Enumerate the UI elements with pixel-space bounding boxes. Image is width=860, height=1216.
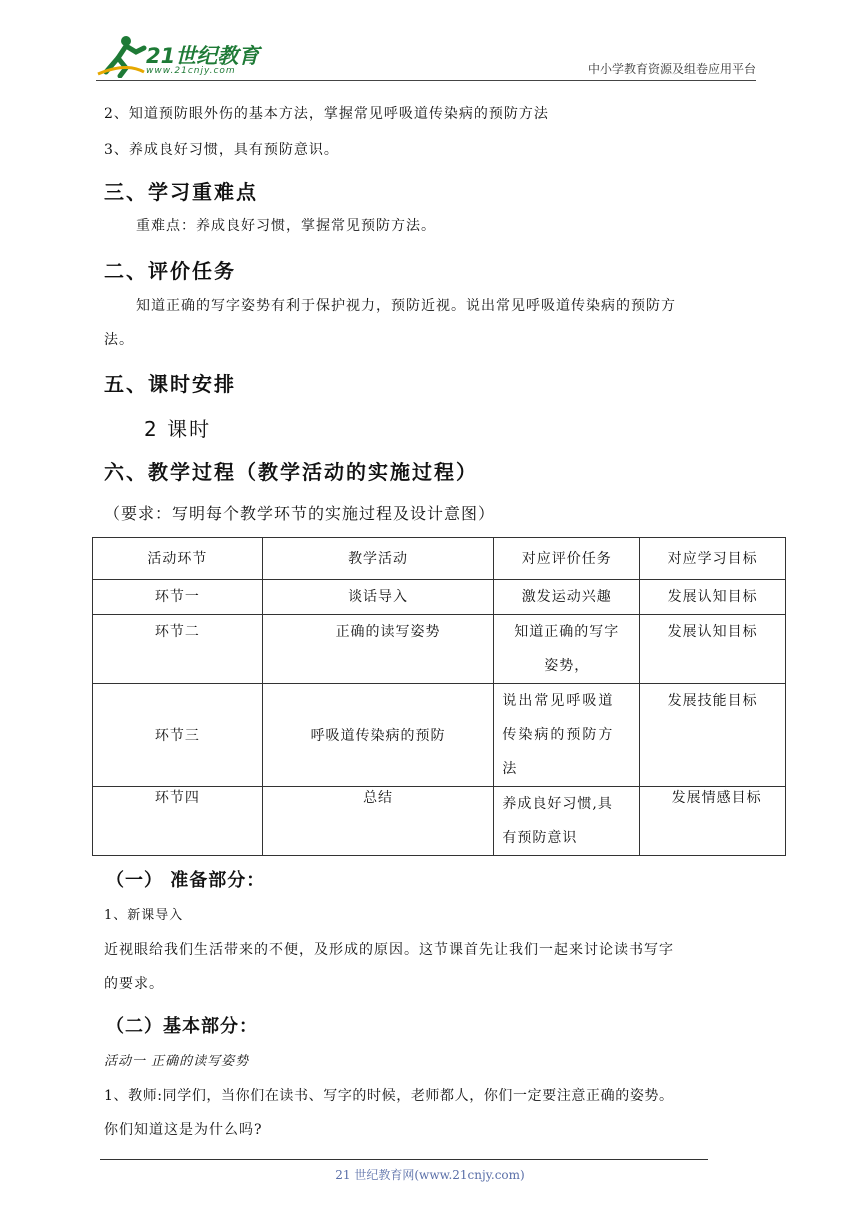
activity-cell: 呼吸道传染病的预防 bbox=[310, 728, 446, 744]
activity-cell: 谈话导入 bbox=[348, 589, 409, 605]
stage-cell: 环节一 bbox=[154, 589, 200, 605]
evaluation-text-line2: 法。 bbox=[104, 332, 134, 348]
task-cell-line: 姿势， bbox=[544, 658, 590, 674]
schedule-value: 2 课时 bbox=[144, 417, 212, 441]
requirement-note: （要求：写明每个教学环节的实施过程及设计意图） bbox=[104, 504, 496, 523]
header-cell: 对应学习目标 bbox=[640, 538, 786, 580]
table-row bbox=[93, 787, 786, 856]
intro-text-line1: 近视眼给我们生活带来的不便，及形成的原因。这节课首先让我们一起来讨论读书写字 bbox=[104, 942, 674, 958]
logo-text: 21世纪教育 bbox=[146, 44, 260, 68]
table-row bbox=[93, 615, 786, 684]
task-cell-line: 养成良好习惯,具 bbox=[502, 796, 613, 812]
header-cell: 教学活动 bbox=[262, 538, 494, 580]
task-cell-line: 法 bbox=[502, 761, 519, 777]
teacher-line2: 你们知道这是为什么吗? bbox=[104, 1122, 263, 1138]
header-cell: 对应评价任务 bbox=[494, 538, 640, 580]
goal-cell: 发展认知目标 bbox=[667, 589, 758, 605]
heading-evaluation: 二、评价任务 bbox=[104, 259, 236, 283]
teacher-line1: 1、教师:同学们，当你们在读书、写字的时候，老师都人，你们一定要注意正确的姿势。 bbox=[104, 1088, 674, 1104]
goal-cell: 发展情感目标 bbox=[671, 790, 762, 806]
goal-cell: 发展技能目标 bbox=[667, 693, 758, 709]
evaluation-text-line1: 知道正确的写字姿势有利于保护视力，预防近视。说出常见呼吸道传染病的预防方 bbox=[136, 298, 676, 314]
heading-process: 六、教学过程（教学活动的实施过程） bbox=[104, 460, 478, 484]
intro-text-line2: 的要求。 bbox=[104, 976, 164, 992]
key-points-text: 重难点：养成良好习惯，掌握常见预防方法。 bbox=[136, 218, 436, 234]
table-row bbox=[93, 684, 786, 787]
intro-title: 1、新课导入 bbox=[104, 908, 184, 923]
goal-3: 3、养成良好习惯，具有预防意识。 bbox=[104, 142, 339, 158]
logo-url: www.21cnjy.com bbox=[146, 66, 236, 76]
activity-one-title: 活动一 正确的读写姿势 bbox=[104, 1054, 250, 1069]
task-cell: 激发运动兴趣 bbox=[521, 589, 612, 605]
table-row bbox=[93, 580, 786, 615]
heading-preparation: （一） 准备部分： bbox=[106, 870, 266, 891]
header-cell: 活动环节 bbox=[93, 538, 263, 580]
footer-divider bbox=[100, 1159, 708, 1160]
goal-2: 2、知道预防眼外伤的基本方法，掌握常见呼吸道传染病的预防方法 bbox=[104, 106, 549, 122]
task-cell-line: 有预防意识 bbox=[502, 830, 578, 846]
table-header-row bbox=[93, 538, 786, 580]
teaching-plan-table bbox=[92, 537, 786, 856]
heading-schedule: 五、课时安排 bbox=[104, 372, 236, 396]
task-cell-line: 传染病的预防方 bbox=[502, 727, 615, 743]
platform-name: 中小学教育资源及组卷应用平台 bbox=[587, 62, 756, 76]
activity-cell: 总结 bbox=[363, 790, 394, 806]
header-divider bbox=[96, 80, 756, 81]
stage-cell: 环节三 bbox=[154, 728, 200, 744]
heading-basic: （二）基本部分： bbox=[106, 1016, 258, 1037]
heading-key-points: 三、学习重难点 bbox=[104, 180, 258, 204]
task-cell-line: 说出常见呼吸道 bbox=[502, 693, 615, 709]
stage-cell: 环节二 bbox=[154, 624, 200, 640]
goal-cell: 发展认知目标 bbox=[667, 624, 758, 640]
footer-text: 21 世纪教育网(www.21cnjy.com) bbox=[335, 1168, 525, 1182]
task-cell-line: 知道正确的写字 bbox=[514, 624, 620, 640]
activity-cell: 正确的读写姿势 bbox=[335, 624, 441, 640]
stage-cell: 环节四 bbox=[154, 790, 200, 806]
